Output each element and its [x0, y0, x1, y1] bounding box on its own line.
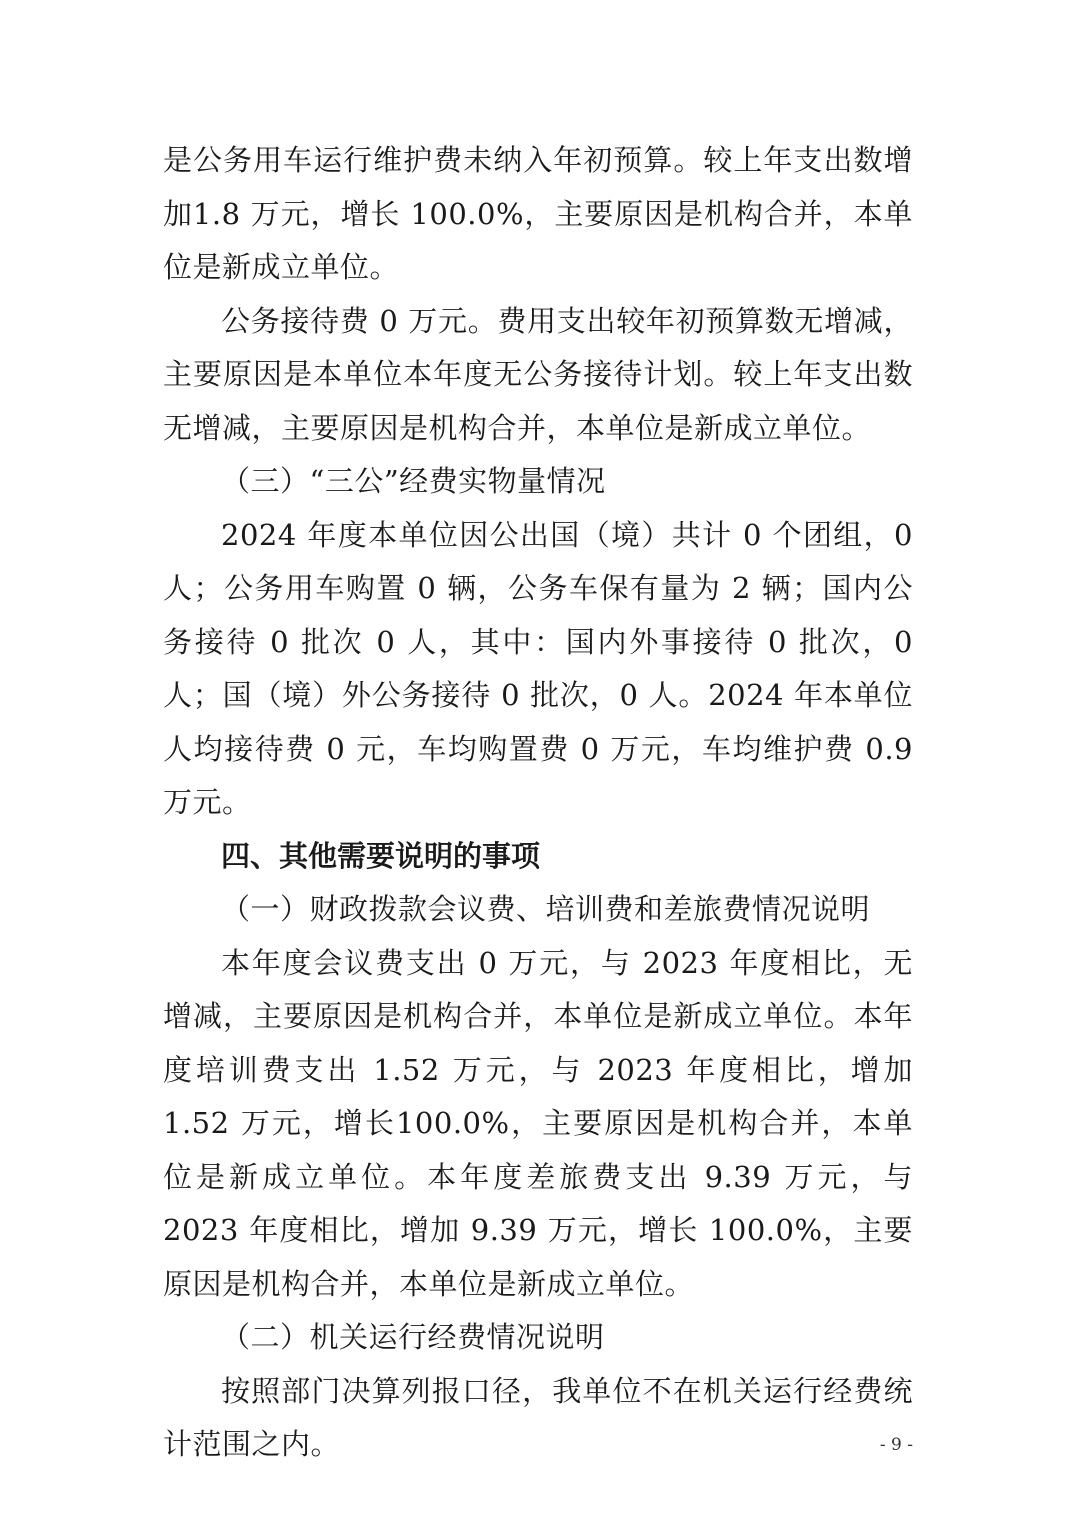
subheading-meeting-training-travel: （一）财政拨款会议费、培训费和差旅费情况说明: [221, 892, 871, 926]
paragraph-meeting-training-travel: 本年度会议费支出 0 万元，与 2023 年度相比，无增减，主要原因是机构合并，本单位是新成立单位。本年度培训费支出 1.52 万元，与 2023 年度相比，增加 1.52 万元，增长100.0%，主要原因是机构合并，本单位是新成立单位。本年度差旅费支出 9.39 万元，与 2023 年度相比，增加 9.39 万元，增长 100.0%，主要原因是机构合并，本单位是新成立单位。: [163, 945, 913, 1301]
subheading-three-public-quantity: （三）“三公”经费实物量情况: [221, 464, 606, 498]
paragraph-operating-expenses: 按照部门决算列报口径，我单位不在机关运行经费统计范围之内。: [163, 1373, 913, 1461]
paragraph-vehicle-maintenance: 是公务用车运行维护费未纳入年初预算。较上年支出数增加1.8 万元，增长 100.0%，主要原因是机构合并，本单位是新成立单位。: [163, 143, 913, 284]
subheading-operating-expenses: （二）机关运行经费情况说明: [221, 1320, 605, 1354]
document-body: [163, 134, 913, 1472]
page-number: - 9 -: [879, 1435, 913, 1455]
heading-other-matters: 四、其他需要说明的事项: [221, 838, 541, 873]
paragraph-three-public-quantity: 2024 年度本单位因公出国（境）共计 0 个团组，0 人；公务用车购置 0 辆，公务车保有量为 2 辆；国内公务接待 0 批次 0 人，其中：国内外事接待 0 批次，0 人；国（境）外公务接待 0 批次，0 人。2024 年本单位人均接待费 0 元，车均购置费 0 万元，车均维护费 0.9 万元。: [163, 517, 913, 819]
paragraph-reception-fee: 公务接待费 0 万元。费用支出较年初预算数无增减，主要原因是本单位本年度无公务接待计划。较上年支出数无增减，主要原因是机构合并，本单位是新成立单位。: [163, 303, 913, 445]
